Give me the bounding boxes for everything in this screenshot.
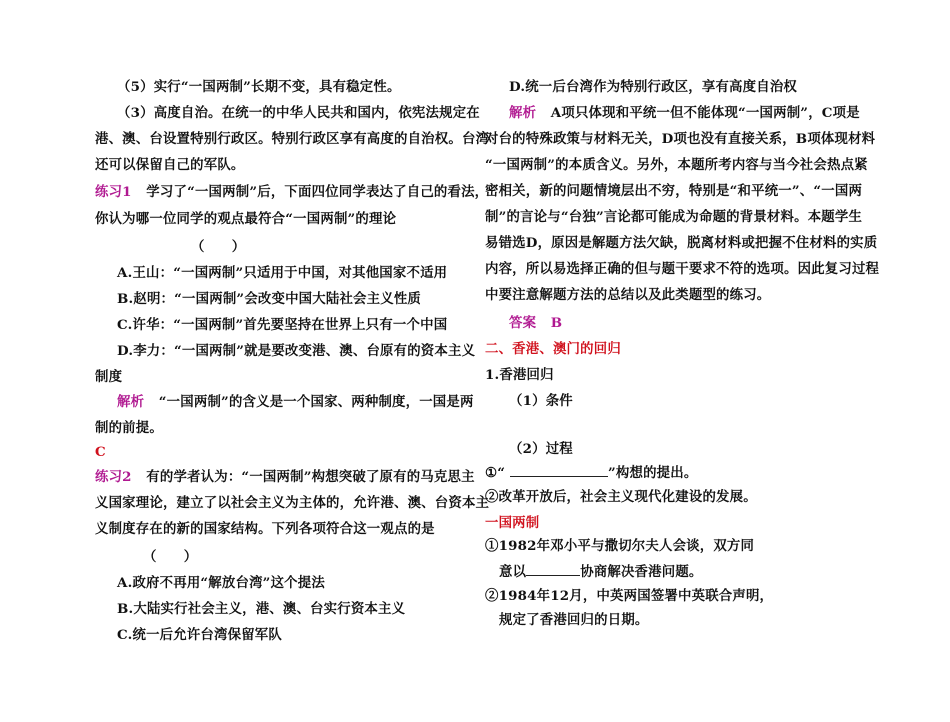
exercise-2-option-a: A.政府不再用“解放台湾”这个提法	[117, 575, 325, 591]
exercise-2-answer-paren: （ ）	[143, 549, 198, 565]
process-item-1-line-1: ①1982年邓小平与撒切尔夫人会谈，双方同	[485, 538, 755, 554]
exercise-1-option-c: C.许华：“一国两制”首先要坚持在世界上只有一个中国	[117, 317, 448, 333]
exercise-1-option-a: A.王山：“一国两制”只适用于中国，对其他国家不适用	[117, 265, 448, 281]
exercise-2-explanation-line-7: 内容，所以易选择正确的但与题干要求不符的选项。因此复习过程	[485, 261, 880, 277]
exercise-2-explanation-line-4: 密相关，新的问题情境层出不穷，特别是“和平统一”、“一国两	[485, 183, 863, 199]
exercise-1-explanation-line-2: 制的前提。	[95, 420, 163, 436]
answer-value: B	[550, 315, 563, 331]
exercise-2-answer	[509, 314, 562, 332]
exercise-1-answer: C	[95, 444, 106, 460]
fill-in-blank-2[interactable]	[526, 561, 580, 576]
exercise-2-explanation-line-1: 解析 A项只体现和平统一但不能体现“一国两制”，C项是	[509, 105, 860, 121]
exercise-2-explanation-line-6: 易错选D，原因是解题方法欠缺，脱离材料或把握不住材料的实质	[485, 235, 878, 251]
condition-heading: （1）条件	[509, 393, 573, 409]
exercise-1-line-2: 你认为哪一位同学的观点最符合“一国两制”的理论	[95, 211, 397, 227]
exercise-2-explanation-line-5: 制”的言论与“台独”言论都可能成为命题的背景材料。本题学生	[485, 209, 863, 225]
condition-item-2: ②改革开放后，社会主义现代化建设的发展。	[485, 489, 757, 505]
process-item-1-line-2: 意以 协商解决香港问题。	[499, 561, 703, 581]
exercise-1-label: 练习1	[95, 184, 132, 200]
explanation-label-2: 解析	[509, 105, 537, 121]
hk-return-title: 1.香港回归	[485, 367, 554, 383]
exercise-2-explanation-line-3: “一国两制”的本质含义。另外，本题所考内容与当今社会热点紧	[485, 157, 868, 173]
exercise-2-option-b: B.大陆实行社会主义，港、澳、台实行资本主义	[117, 601, 406, 617]
point-3-line-1: （3）高度自治。在统一的中华人民共和国内，依宪法规定在	[117, 105, 480, 121]
exercise-1-explanation-line-1: 解析 “一国两制”的含义是一个国家、两种制度，一国是两	[117, 394, 474, 410]
explanation-label: 解析	[117, 394, 145, 410]
exercise-2-line-3: 义制度存在的新的国家结构。下列各项符合这一观点的是	[95, 521, 435, 537]
process-item-2-line-1: ②1984年12月，中英两国签署中英联合声明，	[485, 588, 774, 604]
blank-answer-red: 一国两制	[485, 515, 540, 531]
exercise-1-option-d-line-1: D.李力：“一国两制”就是要改变港、澳、台原有的资本主义	[117, 343, 476, 359]
exercise-1-line-1: 练习1 学习了“一国两制”后，下面四位同学表达了自己的看法，	[95, 184, 489, 200]
exercise-2-explanation-line-2: 对台的特殊政策与材料无关，D项也没有直接关系，B项体现材料	[485, 131, 876, 147]
exercise-2-line-1: 练习2 有的学者认为：“一国两制”构想突破了原有的马克思主	[95, 469, 475, 485]
process-heading: （2）过程	[509, 441, 573, 457]
fill-in-blank-1[interactable]	[510, 462, 608, 477]
exercise-2-explanation-line-8: 中要注意解题方法的总结以及此类题型的练习。	[485, 287, 771, 303]
condition-item-1: ①“ ”构想的提出。	[485, 462, 697, 482]
point-3-line-3: 还可以保留自己的军队。	[95, 157, 245, 173]
answer-label: 答案	[509, 315, 537, 331]
exercise-2-label: 练习2	[95, 469, 132, 485]
exercise-1-option-b: B.赵明：“一国两制”会改变中国大陆社会主义性质	[117, 291, 421, 307]
exercise-2-line-2: 义国家理论，建立了以社会主义为主体的，允许港、澳、台资本主	[95, 495, 490, 511]
process-item-2-line-2: 规定了香港回归的日期。	[499, 612, 649, 628]
exercise-2-option-d: D.统一后台湾作为特别行政区，享有高度自治权	[509, 79, 798, 95]
section-2-heading: 二、香港、澳门的回归	[485, 341, 621, 357]
point-3-line-2: 港、澳、台设置特别行政区。特别行政区享有高度的自治权。台湾	[95, 131, 490, 147]
point-5: （5）实行“一国两制”长期不变，具有稳定性。	[117, 79, 401, 95]
exercise-1-option-d-line-2: 制度	[95, 369, 123, 385]
exercise-1-answer-paren: （ ）	[191, 239, 246, 255]
exercise-2-option-c: C.统一后允许台湾保留军队	[117, 627, 282, 643]
